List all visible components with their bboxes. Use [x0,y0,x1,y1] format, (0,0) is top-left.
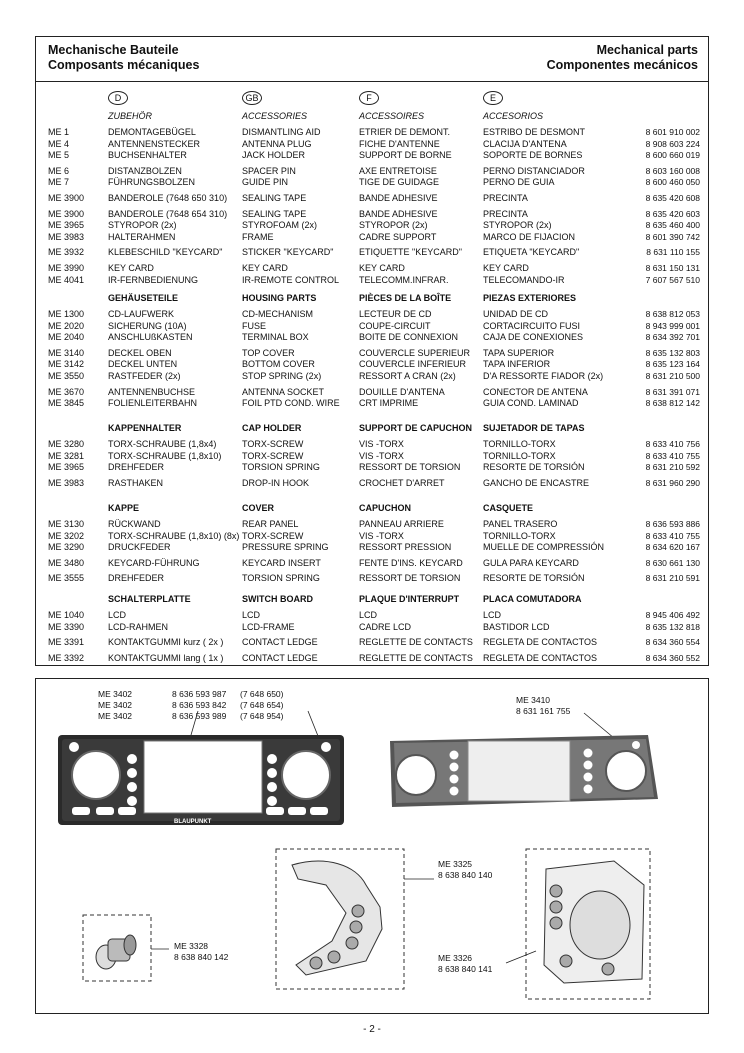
part-name-es: D'A RESSORTE FIADOR (2x) [483,371,604,381]
part-3328-code: ME 3328 [174,941,209,951]
part-name-es: TAPA INFERIOR [483,359,551,370]
language-marker-f: F [359,91,379,105]
part-name-en: ANTENNA PLUG [242,138,312,149]
part-name-es: CAJA DE CONEXIONES [483,332,584,343]
part-name-en: TORX-SCREW [242,450,304,461]
part-name-fr: VIS -TORX [359,439,404,449]
part-3328-drawing [83,915,169,981]
part-name-es: PRECINTA [483,208,528,219]
part-number: 8 908 603 224 [645,138,700,149]
part-name-de: TORX-SCHRAUBE (1,8x10) (8x) [108,530,240,541]
part-code: ME 4 [48,138,70,149]
part-name-fr: ETRIER DE DEMONT. [359,127,451,137]
part-name-de: KONTAKTGUMMI lang ( 1x ) [108,652,224,663]
part-name-es: TAPA SUPERIOR [483,347,555,358]
header-title-fr: Composants mécaniques [48,58,200,72]
part-name-en: TERMINAL BOX [242,332,309,343]
part-name-en: TORSION SPRING [242,462,320,473]
part-name-de: ANTENNENBUCHSE [108,386,196,397]
part-name-en: KEYCARD INSERT [242,557,321,568]
part-name-de: KLEBESCHILD "KEYCARD" [108,247,223,258]
part-number: 8 600 460 050 [645,177,700,188]
part-name-es: RESORTE DE TORSIÓN [483,573,585,584]
part-name-es: PRECINTA [483,193,528,203]
front-right-number: 8 631 161 755 [516,706,571,716]
part-name-de: KONTAKTGUMMI kurz ( 2x ) [108,637,224,648]
part-name-fr: CADRE SUPPORT [359,231,437,242]
part-name-fr: COUVERCLE INFERIEUR [359,359,467,370]
part-number: 8 631 210 592 [645,462,700,473]
part-code: ME 3140 [48,347,85,358]
part-name-es: CLACIJA D'ANTENA [483,138,567,149]
part-name-fr: COUPE-CIRCUIT [359,320,431,331]
part-code: ME 3391 [48,637,85,648]
part-code: ME 3965 [48,462,85,473]
part-code: ME 3480 [48,557,85,568]
section-heading: SCHALTERPLATTE [108,594,191,604]
part-code: ME 3550 [48,371,85,381]
part-code: ME 3932 [48,247,85,258]
part-name-de: DECKEL UNTEN [108,359,178,370]
part-name-fr: REGLETTE DE CONTACTS [359,637,473,648]
section-heading: KAPPE [108,503,140,513]
part-name-fr: VIS -TORX [359,530,404,541]
front-left-ref: (7 648 654) [240,700,284,710]
part-code: ME 5 [48,150,70,161]
part-code: ME 3900 [48,193,85,203]
part-name-en: LCD-FRAME [242,621,295,632]
part-code: ME 6 [48,165,70,176]
part-name-fr: RESSORT DE TORSION [359,462,461,473]
front-panel-left [58,735,344,825]
part-number: 8 945 406 492 [645,610,700,620]
part-name-en: IR-REMOTE CONTROL [242,274,340,285]
front-left-ref: (7 648 954) [240,711,284,721]
section-heading: SUJETADOR DE TAPAS [483,423,585,433]
part-name-fr: DOUILLE D'ANTENA [359,386,445,397]
part-number: 8 601 910 002 [645,127,700,137]
header-title-de: Mechanische Bauteile [48,43,179,57]
part-name-fr: FENTE D'INS. KEYCARD [359,557,463,568]
header-divider [36,81,708,82]
part-code: ME 3290 [48,542,85,553]
front-panel-left-drawing [36,679,710,1015]
front-panel-right [390,735,658,807]
part-code: ME 2020 [48,320,85,331]
part-number: 8 635 420 603 [645,208,700,219]
part-name-fr: RESSORT A CRAN (2x) [359,371,456,381]
section-heading: ACCESSOIRES [359,111,425,121]
part-name-es: LCD [483,610,502,620]
part-name-de: RÜCKWAND [108,519,161,529]
part-code: ME 3900 [48,208,85,219]
section-heading: GEHÄUSETEILE [108,293,179,303]
part-name-es: BASTIDOR LCD [483,621,550,632]
part-name-en: LCD [242,610,261,620]
part-name-de: FÜHRUNGSBOLZEN [108,177,196,188]
front-left-number: 8 636 593 989 [172,711,227,721]
section-heading: PLAQUE D'INTERRUPT [359,594,460,604]
part-name-en: CD-MECHANISM [242,309,313,319]
part-name-fr: LECTEUR DE CD [359,309,432,319]
part-code: ME 3990 [48,263,85,273]
front-left-brand: BLAUPUNKT [174,819,212,825]
part-name-fr: AXE ENTRETOISE [359,165,437,176]
part-name-en: STICKER "KEYCARD" [242,247,334,258]
part-code: ME 3390 [48,621,85,632]
part-name-es: ESTRIBO DE DESMONT [483,127,586,137]
part-name-fr: CRT IMPRIME [359,398,419,409]
part-name-es: GULA PARA KEYCARD [483,557,579,568]
part-number: 8 633 410 755 [645,450,700,461]
part-number: 8 600 660 019 [645,150,700,161]
part-name-fr: LCD [359,610,378,620]
part-name-en: TORX-SCREW [242,530,304,541]
part-code: ME 4041 [48,274,85,285]
page-number: - 2 - [363,1024,381,1035]
header-title-es: Componentes mecánicos [546,58,698,72]
part-name-en: PRESSURE SPRING [242,542,329,553]
part-3325-code: ME 3325 [438,859,473,869]
part-number: 8 634 392 701 [645,332,700,343]
part-3325-drawing [276,849,434,989]
section-heading: PIEZAS EXTERIORES [483,293,577,303]
language-marker-e: E [483,91,503,105]
part-code: ME 3555 [48,573,85,584]
part-name-en: SEALING TAPE [242,208,307,219]
section-heading: PLACA COMUTADORA [483,594,582,604]
part-name-en: ANTENNA SOCKET [242,386,325,397]
part-code: ME 3845 [48,398,85,409]
part-name-fr: STYROPOR (2x) [359,220,428,231]
leader-line-3402 [191,711,198,735]
part-name-es: GUIA COND. LAMINAD [483,398,579,409]
part-code: ME 3965 [48,220,85,231]
part-name-fr: TELECOMM.INFRAR. [359,274,449,285]
part-number: 8 631 110 155 [646,247,700,258]
part-code: ME 3281 [48,450,85,461]
part-name-de: DREHFEDER [108,462,165,473]
part-name-de: LCD-RAHMEN [108,621,169,632]
part-3326-drawing [506,849,650,999]
figure-box [35,678,709,1014]
part-number: 8 635 132 803 [645,347,700,358]
part-3326-number: 8 638 840 141 [438,964,493,974]
part-name-fr: FICHE D'ANTENNE [359,138,440,149]
part-number: 8 943 999 001 [645,320,700,331]
part-name-de: LCD [108,610,127,620]
part-name-en: CONTACT LEDGE [242,652,318,663]
front-left-ref: (7 648 650) [240,689,284,699]
front-left-code: ME 3402 [98,689,133,699]
part-name-fr: RESSORT PRESSION [359,542,452,553]
part-name-de: TORX-SCHRAUBE (1,8x4) [108,439,217,449]
part-name-de: BANDEROLE (7648 654 310) [108,208,228,219]
part-name-de: ANTENNENSTECKER [108,138,201,149]
part-name-fr: REGLETTE DE CONTACTS [359,652,473,663]
front-left-number: 8 636 593 842 [172,700,227,710]
part-name-de: DREHFEDER [108,573,165,584]
part-number: 8 631 391 071 [645,386,700,397]
front-right-code: ME 3410 [516,695,551,705]
section-heading: ZUBEHÖR [108,111,153,121]
part-name-de: STYROPOR (2x) [108,220,177,231]
part-name-en: STYROFOAM (2x) [242,220,318,231]
header-left [48,43,199,73]
part-name-en: SEALING TAPE [242,193,307,203]
part-code: ME 3983 [48,231,85,242]
section-heading: COVER [242,503,275,513]
part-name-es: GANCHO DE ENCASTRE [483,477,590,488]
part-name-en: KEY CARD [242,263,288,273]
part-name-de: BANDEROLE (7648 650 310) [108,193,228,203]
part-number: 8 631 150 131 [645,263,700,273]
part-code: ME 3983 [48,477,85,488]
part-code: ME 1 [48,127,70,137]
part-name-es: PERNO DISTANCIADOR [483,165,585,176]
part-name-en: FUSE [242,320,267,331]
part-number: 8 631 960 290 [645,477,700,488]
part-name-en: TORX-SCREW [242,439,304,449]
part-name-es: CORTACIRCUITO FUSI [483,320,581,331]
part-name-en: STOP SPRING (2x) [242,371,322,381]
language-marker-d: D [108,91,128,105]
front-left-code: ME 3402 [98,711,133,721]
front-left-number: 8 636 593 987 [172,689,227,699]
part-name-es: SOPORTE DE BORNES [483,150,583,161]
part-number: 8 630 661 130 [645,557,700,568]
part-name-en: REAR PANEL [242,519,299,529]
part-name-fr: BANDE ADHESIVE [359,208,438,219]
part-name-en: SPACER PIN [242,165,296,176]
part-name-en: TOP COVER [242,347,295,358]
part-name-es: REGLETA DE CONTACTOS [483,637,598,648]
part-name-en: GUIDE PIN [242,177,289,188]
part-name-es: TORNILLO-TORX [483,530,556,541]
part-number: 8 601 390 742 [645,231,700,242]
part-name-de: DEMONTAGEBÜGEL [108,127,196,137]
part-name-de: KEYCARD-FÜHRUNG [108,557,200,568]
part-number: 8 635 460 400 [645,220,700,231]
part-name-de: RASTFEDER (2x) [108,371,181,381]
part-name-fr: ETIQUETTE "KEYCARD" [359,247,462,258]
part-name-de: TORX-SCHRAUBE (1,8x10) [108,450,222,461]
part-name-fr: CROCHET D'ARRET [359,477,445,488]
part-number: 8 636 593 886 [645,519,700,529]
part-name-de: DECKEL OBEN [108,347,172,358]
part-name-fr: COUVERCLE SUPERIEUR [359,347,471,358]
section-heading: CAPUCHON [359,503,412,513]
part-name-de: BUCHSENHALTER [108,150,187,161]
part-number: 8 631 210 591 [645,573,700,584]
header-right [547,43,698,73]
part-name-de: FOLIENLEITERBAHN [108,398,198,409]
part-name-es: TORNILLO-TORX [483,450,556,461]
part-name-es: ETIQUETA "KEYCARD" [483,247,580,258]
part-name-fr: CADRE LCD [359,621,412,632]
part-name-fr: PANNEAU ARRIERE [359,519,444,529]
part-code: ME 3142 [48,359,85,370]
part-name-en: DISMANTLING AID [242,127,321,137]
part-name-en: JACK HOLDER [242,150,306,161]
part-number: 8 633 410 756 [645,439,700,449]
section-heading: HOUSING PARTS [242,293,317,303]
part-name-es: TELECOMANDO-IR [483,274,565,285]
section-heading: PIÈCES DE LA BOÎTE [359,293,452,303]
part-number: 8 635 420 608 [645,193,700,203]
part-name-es: REGLETA DE CONTACTOS [483,652,598,663]
part-name-en: DROP-IN HOOK [242,477,310,488]
part-name-de: RASTHAKEN [108,477,164,488]
part-number: 8 603 160 008 [645,165,700,176]
part-name-fr: SUPPORT DE BORNE [359,150,452,161]
section-heading: SWITCH BOARD [242,594,313,604]
part-name-es: TORNILLO-TORX [483,439,556,449]
part-number: 8 634 360 554 [645,637,700,648]
part-name-es: KEY CARD [483,263,529,273]
part-name-fr: KEY CARD [359,263,405,273]
part-name-de: KEY CARD [108,263,154,273]
part-name-en: FRAME [242,231,274,242]
part-number: 8 635 132 818 [645,621,700,632]
part-code: ME 3130 [48,519,85,529]
part-number: 8 634 620 167 [645,542,700,553]
part-name-de: DISTANZBOLZEN [108,165,182,176]
part-name-es: MUELLE DE COMPRESSIÓN [483,542,605,553]
part-name-de: IR-FERNBEDIENUNG [108,274,199,285]
part-number: 8 634 360 552 [645,652,700,663]
part-code: ME 1300 [48,309,85,319]
part-code: ME 3280 [48,439,85,449]
header-title-en: Mechanical parts [596,43,698,57]
part-name-es: PANEL TRASERO [483,519,558,529]
part-code: ME 3392 [48,652,85,663]
part-3325-number: 8 638 840 140 [438,870,493,880]
part-name-en: BOTTOM COVER [242,359,315,370]
part-name-de: HALTERAHMEN [108,231,176,242]
part-name-en: FOIL PTD COND. WIRE [242,398,340,409]
part-name-es: UNIDAD DE CD [483,309,549,319]
part-3328-number: 8 638 840 142 [174,952,229,962]
section-heading: ACCESSORIES [242,111,308,121]
part-name-es: MARCO DE FIJACION [483,231,576,242]
part-code: ME 3202 [48,530,85,541]
part-name-fr: VIS -TORX [359,450,404,461]
part-name-es: PERNO DE GUIA [483,177,555,188]
part-name-es: RESORTE DE TORSIÓN [483,462,585,473]
part-number: 8 633 410 755 [645,530,700,541]
parts-table [35,36,709,666]
part-code: ME 2040 [48,332,85,343]
part-name-fr: BOITE DE CONNEXION [359,332,459,343]
section-heading: CASQUETE [483,503,534,513]
part-number: 8 631 210 500 [645,371,700,381]
part-number: 7 607 567 510 [645,274,700,285]
part-name-de: CD-LAUFWERK [108,309,175,319]
part-code: ME 3670 [48,386,85,397]
part-name-de: DRUCKFEDER [108,542,171,553]
part-name-fr: BANDE ADHESIVE [359,193,438,203]
section-heading: KAPPENHALTER [108,423,182,433]
part-name-fr: TIGE DE GUIDAGE [359,177,440,188]
section-heading: CAP HOLDER [242,423,302,433]
part-number: 8 635 123 164 [645,359,700,370]
part-name-de: ANSCHLUßKASTEN [108,332,193,343]
section-heading: ACCESORIOS [483,111,544,121]
part-code: ME 7 [48,177,70,188]
front-left-code: ME 3402 [98,700,133,710]
part-number: 8 638 812 053 [645,309,700,319]
part-name-en: TORSION SPRING [242,573,320,584]
part-number: 8 638 812 142 [645,398,700,409]
section-heading: SUPPORT DE CAPUCHON [359,423,473,433]
part-code: ME 1040 [48,610,85,620]
part-name-es: STYROPOR (2x) [483,220,552,231]
part-3326-code: ME 3326 [438,953,473,963]
part-name-es: CONECTOR DE ANTENA [483,386,588,397]
part-name-fr: RESSORT DE TORSION [359,573,461,584]
part-name-en: CONTACT LEDGE [242,637,318,648]
part-name-de: SICHERUNG (10A) [108,320,187,331]
language-marker-gb: GB [242,91,262,105]
